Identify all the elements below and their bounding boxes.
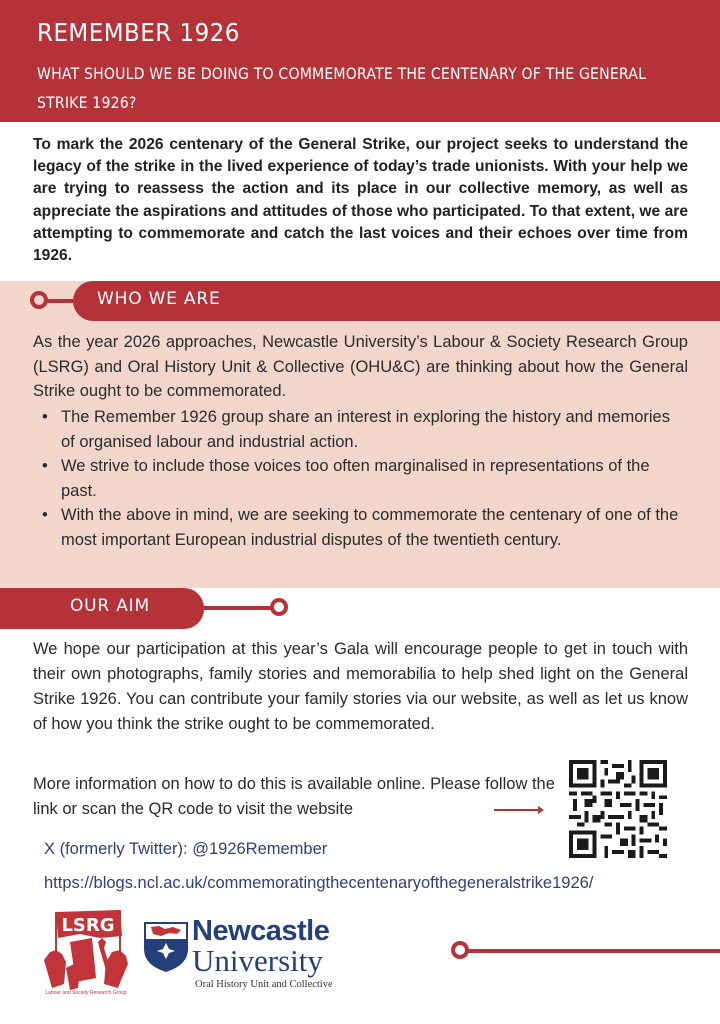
newcastle-university-logo [143,915,348,993]
bullet-icon: • [42,506,48,524]
who-we-are-text: As the year 2026 approaches, Newcastle University’s Labour & Society Research Group (LSRG) and Oral History Unit & Collective (OHU&C) are thinking about how the General Strike ought to be commemorated. [33,333,688,400]
page-subtitle: WHAT SHOULD WE BE DOING TO COMMEMORATE THE CENTENARY OF THE GENERAL STRIKE 1926? [37,64,647,112]
ncl-logo-line2: University [192,943,323,978]
ncl-logo-subtitle: Oral History Unit and Collective [195,979,333,990]
page-title: REMEMBER 1926 [37,18,240,47]
our-aim-heading: OUR AIM [70,596,150,616]
list-item-text: With the above in mind, we are seeking to commemorate the centenary of one of the most important European industrial disputes of the twentieth century. [61,506,679,549]
list-item [42,405,682,454]
lsrg-logo-caption: Labour and Society Research Group [45,990,127,996]
connector-line [467,949,720,953]
our-aim-heading-tab [0,588,204,629]
twitter-handle-link[interactable]: X (formerly Twitter): @1926Remember [44,840,328,858]
website-link[interactable]: https://blogs.ncl.ac.uk/commemoratingthecentenaryofthegeneralstrike1926/ [44,874,594,892]
intro-paragraph: To mark the 2026 centenary of the General Strike, our project seeks to understand the legacy of the strike in the lived experience of today’s trade unionists. With your help we are trying to reassess the action and its place in our collective memory, as well as appreciate the aspirations and attitudes of those who participated. To that extent, we are attempting to commemorate and catch the last voices and their echoes over time from 1926. [33,136,688,265]
qr-code[interactable] [567,760,669,858]
list-item [42,503,682,552]
who-we-are-heading: WHO WE ARE [97,289,221,309]
who-we-are-list [42,405,682,552]
who-we-are-heading-tab [73,281,720,321]
arrow-right-icon [494,809,542,811]
lsrg-logo-text: LSRG [61,915,115,936]
ncl-logo-line1: Newcastle [192,915,330,947]
list-item [42,454,682,503]
header-banner [0,0,720,122]
connector-line [200,606,272,610]
our-aim-text: We hope our participation at this year’s Gala will encourage people to get in touch with their own photographs, family stories and memorabilia to help shed light on the General Strike 1926. You can contribute your family stories via our website, as well as let us know of how you think the strike ought to be commemorated. [33,640,688,733]
more-info-text: More information on how to do this is available online. Please follow the link or scan the QR code to visit the website [33,775,555,818]
bullet-icon: • [42,408,48,426]
list-item-text: The Remember 1926 group share an interest in exploring the history and memories of organised labour and industrial action. [61,408,670,451]
list-item-text: We strive to include those voices too often marginalised in representations of the past. [61,457,650,500]
ring-connector-icon [270,598,288,616]
lsrg-logo [40,908,132,996]
shield-icon [143,921,189,973]
bullet-icon: • [42,457,48,475]
ring-connector-icon [30,291,48,309]
